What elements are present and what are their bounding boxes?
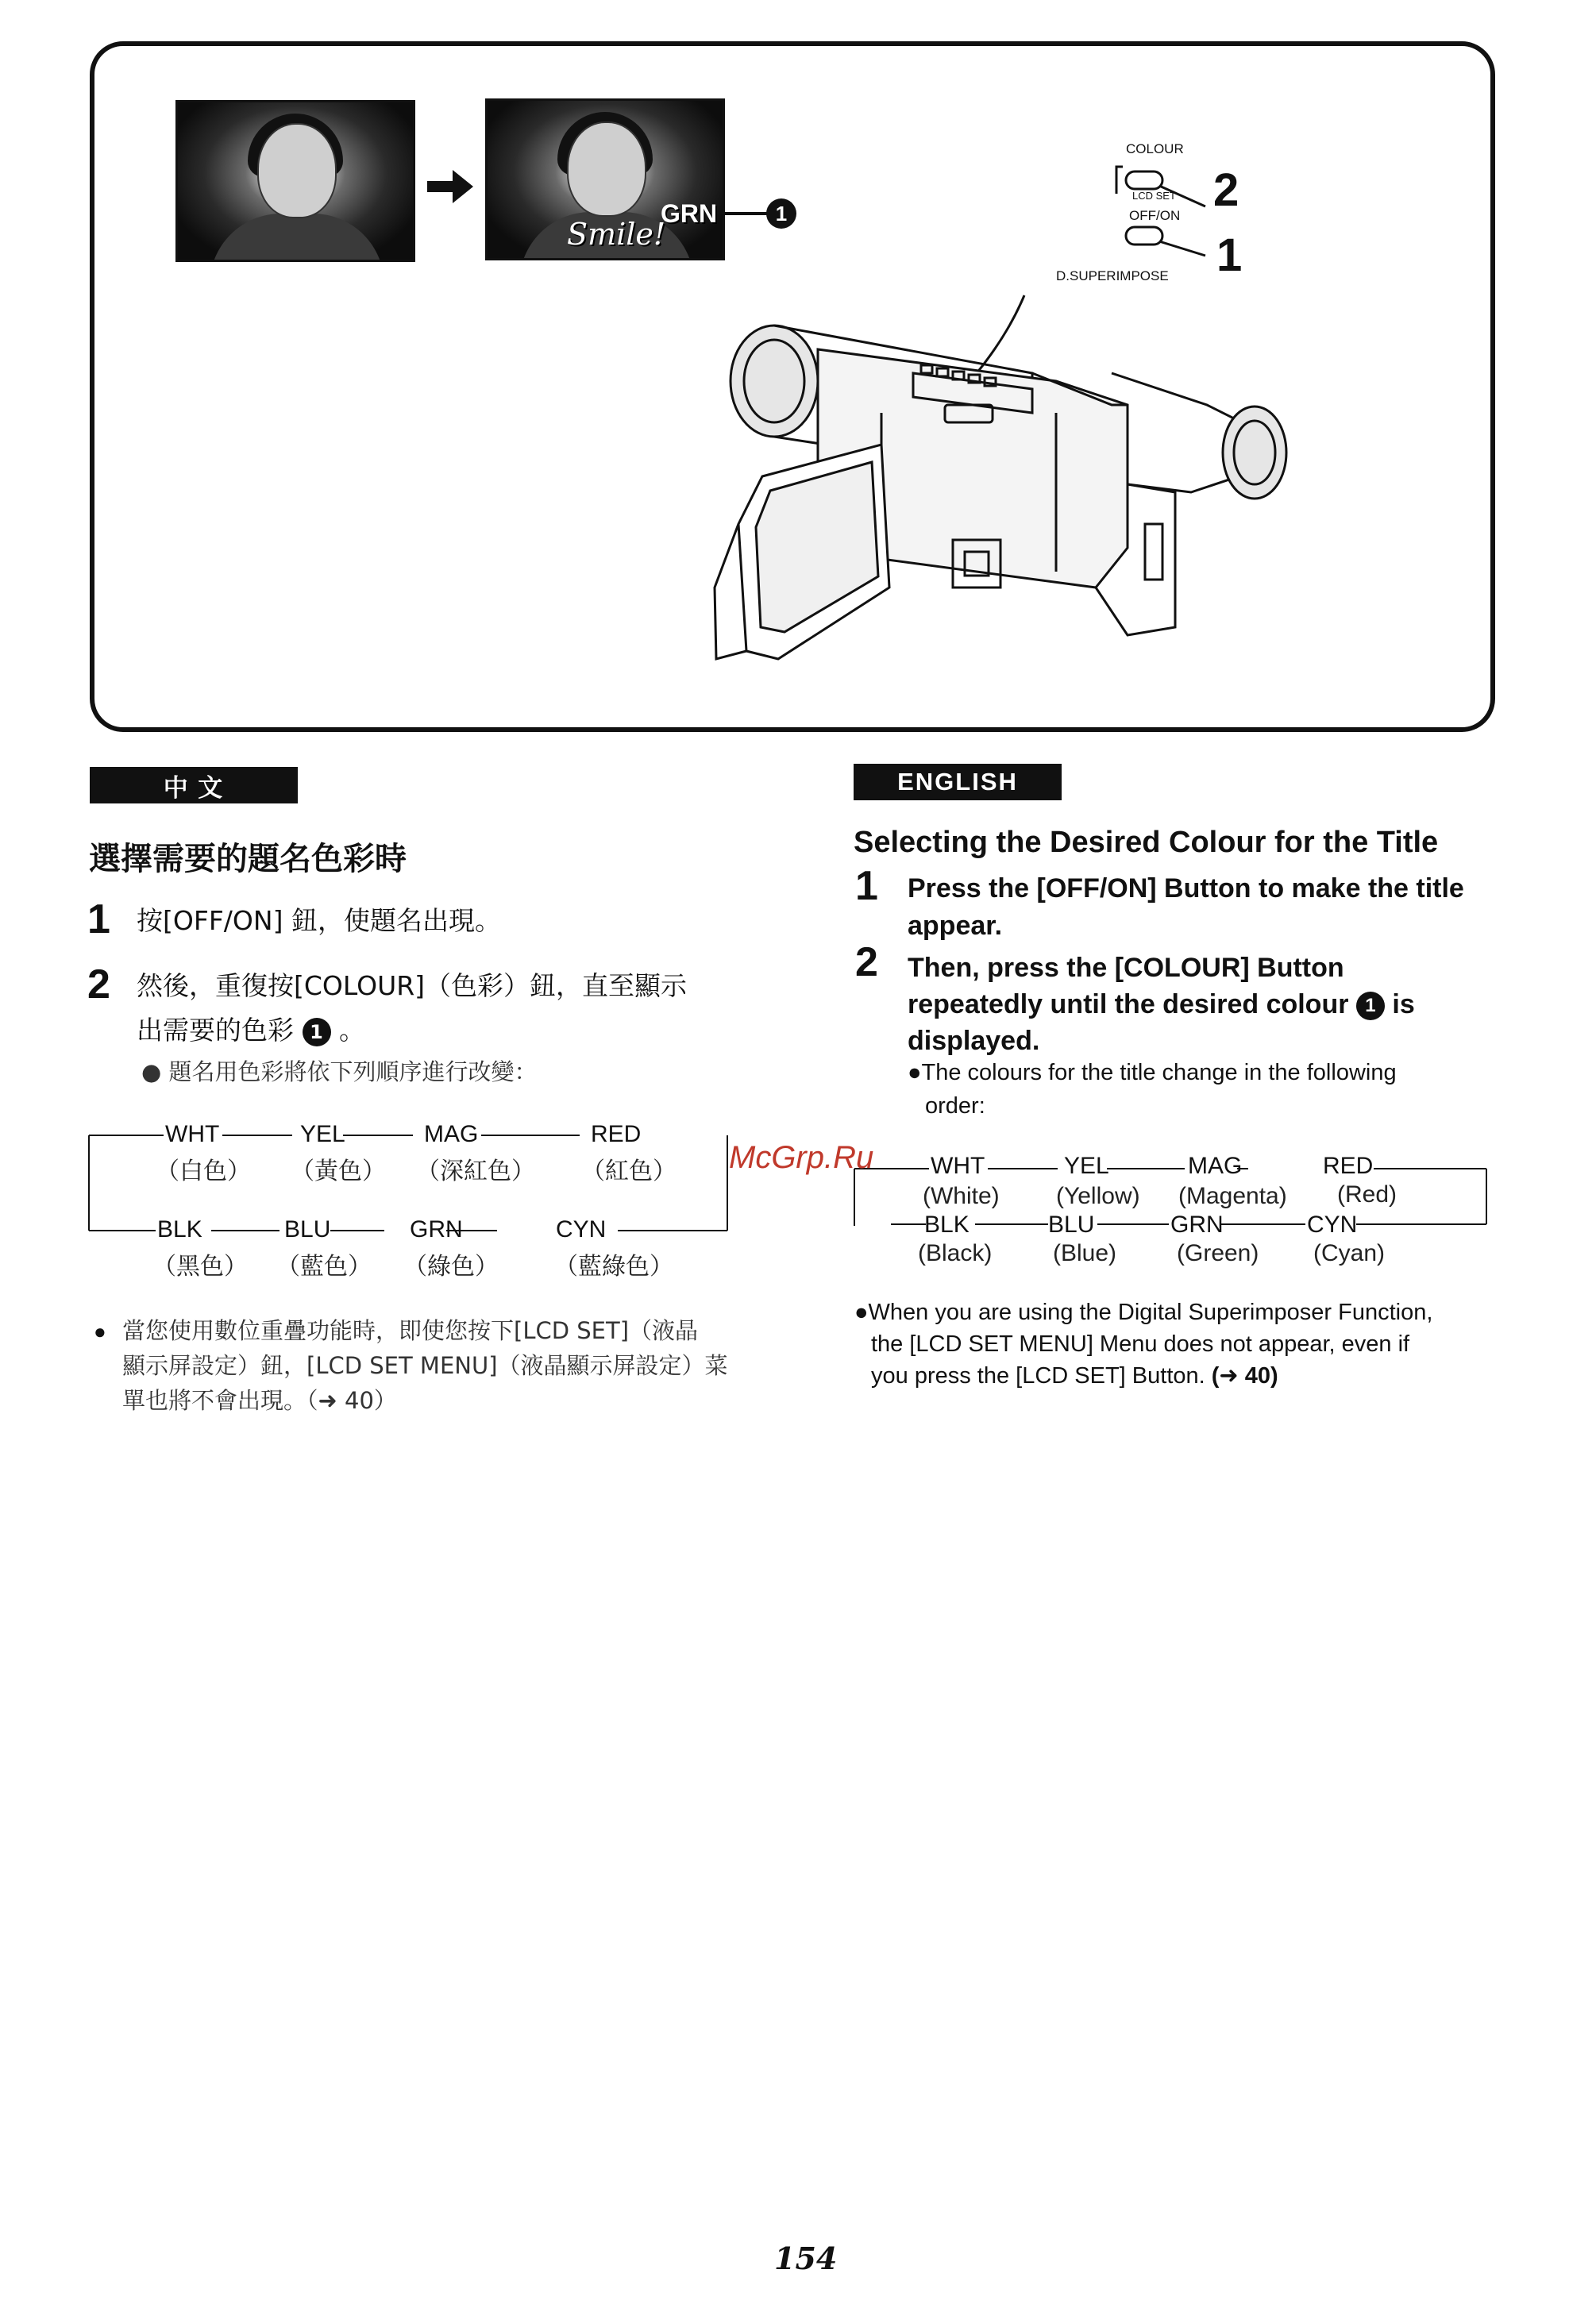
chinese-note-line2: 顯示屏設定）鈕，[LCD SET MENU]（液晶顯示屏設定）菜 (122, 1352, 728, 1379)
english-step1-line2: appear. (908, 911, 1003, 941)
photo-subject-body (210, 214, 384, 262)
dsuperimpose-button-label: D.SUPERIMPOSE (1056, 268, 1169, 283)
chinese-step2-line1: 然後，重復按[COLOUR]（色彩）鈕，直至顯示 (137, 970, 688, 1001)
zh-flow-blu-sub: （藍色） (276, 1254, 372, 1280)
zh-flow-blk-sub: （黑色） (152, 1254, 248, 1280)
en-flow-red: RED (1323, 1153, 1374, 1179)
english-title: Selecting the Desired Colour for the Title (854, 826, 1439, 859)
overlay-title-text: Smile! (567, 217, 666, 252)
chinese-title: 選擇需要的題名色彩時 (89, 841, 407, 877)
english-note-line2: the [LCD SET MENU] Menu does not appear, even if (871, 1331, 1410, 1357)
callout-line (725, 211, 768, 216)
english-step2-line2 (908, 986, 1415, 1023)
page-number: 154 (774, 2240, 838, 2276)
english-note-line3 (871, 1359, 1278, 1393)
colour-marker-1: 1 (1356, 992, 1385, 1020)
photo-after (485, 98, 725, 260)
en-flow-wht-sub: (White) (923, 1183, 1000, 1209)
en-flow-cyn-sub: (Cyan) (1313, 1240, 1386, 1266)
chinese-step2-line2-end: 。 (339, 1015, 365, 1046)
en-flow-wht: WHT (931, 1153, 985, 1179)
english-step2-line2-text: repeatedly until the desired colour (908, 989, 1349, 1019)
zh-flow-yel: YEL (300, 1121, 345, 1147)
en-flow-blu-sub: (Blue) (1053, 1240, 1117, 1266)
callout-marker-1: 1 (766, 198, 796, 229)
zh-flow-yel-sub: （黃色） (291, 1158, 386, 1185)
zh-flow-wht-sub: （白色） (156, 1158, 251, 1185)
photo-subject-face (567, 121, 646, 217)
en-flow-grn-sub: (Green) (1177, 1240, 1259, 1266)
zh-flow-wht: WHT (165, 1121, 220, 1147)
zh-flow-blk: BLK (157, 1216, 202, 1243)
watermark: McGrp.Ru (729, 1140, 874, 1175)
overlay-colour-text: GRN (661, 199, 718, 228)
english-note-line1: ●When you are using the Digital Superimposer Function, (854, 1300, 1433, 1325)
english-step2-line2-end: is (1392, 989, 1415, 1019)
en-flow-mag: MAG (1188, 1153, 1243, 1179)
english-step1-line1: Press the [OFF/ON] Button to make the title (908, 873, 1464, 903)
zh-flow-cyn-sub: （藍綠色） (554, 1254, 673, 1280)
bullet-icon: ● (94, 1320, 106, 1343)
english-step2-line3: displayed. (908, 1026, 1040, 1056)
zh-flow-cyn: CYN (556, 1216, 607, 1243)
lcd-set-button-label: LCD SET (1132, 190, 1176, 202)
zh-flow-mag: MAG (424, 1121, 479, 1147)
en-flow-blu: BLU (1048, 1212, 1095, 1238)
chinese-step2-number: 2 (87, 961, 110, 1008)
colour-marker-1: 1 (303, 1018, 331, 1046)
callout-number-2: 2 (1213, 164, 1239, 216)
en-flow-mag-sub: (Magenta) (1178, 1183, 1287, 1209)
en-flow-red-sub: (Red) (1337, 1181, 1397, 1208)
en-flow-blk-sub: (Black) (918, 1240, 993, 1266)
english-step2-line1: Then, press the [COLOUR] Button (908, 953, 1344, 983)
callout-number-1: 1 (1216, 229, 1243, 281)
chinese-note-line3: 單也將不會出現。（➜ 40） (122, 1387, 397, 1414)
zh-flow-mag-sub: （深紅色） (416, 1158, 535, 1185)
zh-flow-grn-sub: （綠色） (403, 1254, 499, 1280)
zh-flow-blu: BLU (284, 1216, 331, 1243)
en-flow-yel-sub: (Yellow) (1056, 1183, 1140, 1209)
chinese-step2-line2 (137, 1008, 365, 1053)
chinese-note-line1: 當您使用數位重疊功能時，即使您按下[LCD SET]（液晶 (122, 1317, 699, 1344)
chinese-step1-number: 1 (87, 896, 110, 942)
english-bullet-line2: order: (925, 1093, 985, 1119)
en-flow-blk: BLK (924, 1212, 970, 1238)
photo-before (175, 100, 415, 262)
zh-flow-grn: GRN (410, 1216, 463, 1243)
colour-button-label: COLOUR (1126, 141, 1184, 156)
english-bullet-line1: ●The colours for the title change in the following (908, 1060, 1397, 1085)
right-arrow-icon (427, 167, 475, 206)
english-step1-number: 1 (855, 863, 878, 909)
page-reference: (➜ 40) (1211, 1363, 1278, 1389)
english-section-tag: ENGLISH (854, 764, 1062, 800)
chinese-step2-line2-text: 出需要的色彩 (137, 1015, 294, 1046)
photo-subject-face (257, 123, 337, 218)
english-step2-number: 2 (855, 939, 878, 985)
english-note-line3-text: you press the [LCD SET] Button. (871, 1363, 1205, 1389)
chinese-step1-text: 按[OFF/ON] 鈕，使題名出現。 (137, 905, 501, 936)
off-on-button-label: OFF/ON (1129, 208, 1181, 223)
chinese-section-tag: 中 文 (90, 767, 298, 803)
camcorder-illustration (683, 286, 1318, 715)
en-flow-cyn: CYN (1307, 1212, 1358, 1238)
en-flow-grn: GRN (1170, 1212, 1224, 1238)
en-flow-yel: YEL (1064, 1153, 1109, 1179)
zh-flow-red-sub: （紅色） (581, 1158, 677, 1185)
zh-flow-red: RED (591, 1121, 642, 1147)
chinese-bullet-order: ● 題名用色彩將依下列順序進行改變： (141, 1058, 538, 1085)
